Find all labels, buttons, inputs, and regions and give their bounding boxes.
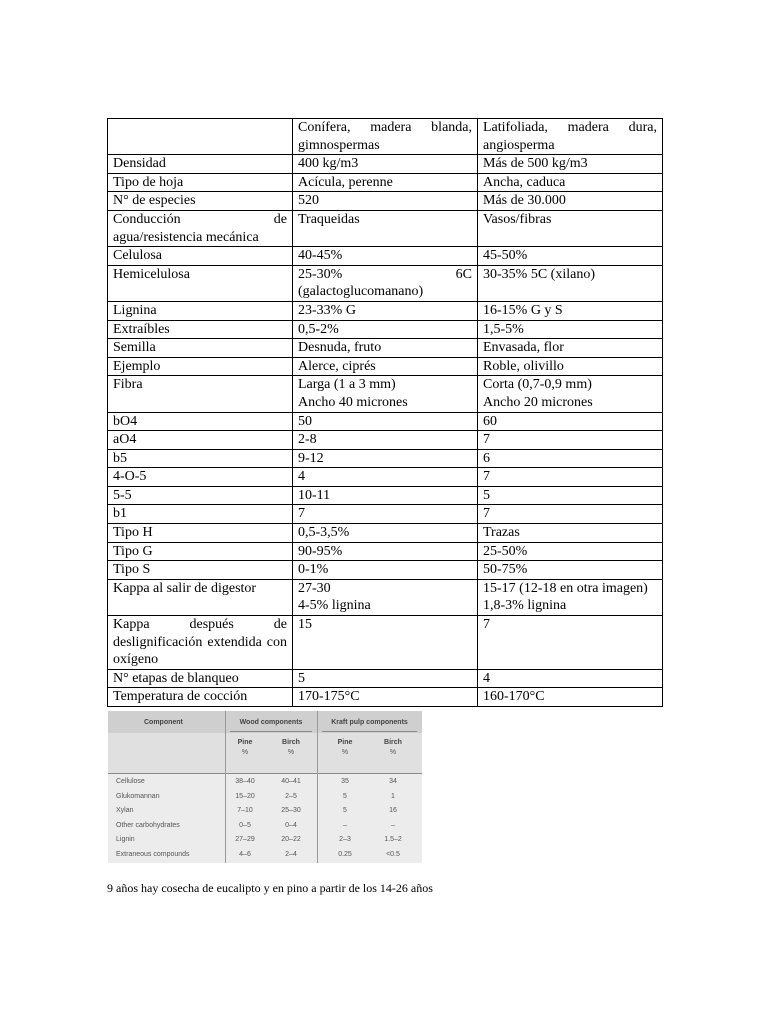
cell-text: N° etapas de blanqueo: [113, 670, 239, 686]
figure-wood-birch: 2–5: [285, 792, 297, 800]
table-row: [108, 524, 663, 543]
table-row: [108, 265, 663, 301]
row-label-cell: [108, 524, 293, 543]
cell-text-line2: 1,8-3% lignina: [483, 598, 567, 614]
cell-text: 0,5-2%: [298, 321, 339, 337]
cell-text: Latifoliada, madera dura, angiosperma: [483, 120, 657, 153]
cell-text: Envasada, flor: [483, 340, 564, 356]
figure-wood-pine: 7–10: [237, 807, 253, 815]
cell-text: Kappa después de deslignificación extendida con oxígeno: [113, 617, 287, 668]
cell-text: 60: [483, 413, 497, 429]
row-label-cell: [108, 449, 293, 468]
latifoliada-cell: [478, 265, 663, 301]
cell-text: aO4: [113, 432, 137, 448]
figure-wood-birch: 2–4: [285, 851, 297, 858]
conifera-cell: [293, 412, 478, 431]
figure-kraft-birch: –: [391, 821, 395, 829]
row-label-cell: [108, 119, 293, 155]
table-row: [108, 320, 663, 339]
table-row: [108, 688, 663, 707]
cell-text: Conducción de agua/resistencia mecánica: [113, 211, 287, 245]
latifoliada-cell: [478, 542, 663, 561]
figure-subheader-band: [108, 733, 422, 774]
cell-text: Acícula, perenne: [298, 174, 393, 190]
figure-unit: %: [389, 749, 397, 756]
table-row: [108, 173, 663, 192]
latifoliada-cell: [478, 524, 663, 543]
table-row: [108, 579, 663, 615]
row-label-cell: [108, 486, 293, 505]
latifoliada-cell: [478, 486, 663, 505]
conifera-cell: [293, 155, 478, 174]
table-row: [108, 468, 663, 487]
row-label-cell: [108, 155, 293, 174]
figure-wood-birch: 20–22: [281, 836, 301, 844]
cell-text: bO4: [113, 413, 138, 429]
figure-divider: [225, 711, 226, 863]
figure-kraft-pine: 5: [343, 792, 347, 800]
cell-text: 25-50%: [483, 543, 528, 559]
figure-kraft-birch: 1: [391, 792, 395, 800]
cell-text: 5-5: [113, 487, 132, 503]
table-row: [108, 247, 663, 266]
cell-text: Más de 500 kg/m3: [483, 156, 588, 172]
figure-span-rule: [322, 731, 417, 732]
row-label-cell: [108, 247, 293, 266]
latifoliada-cell: [478, 173, 663, 192]
row-label-cell: [108, 431, 293, 450]
figure-col-kraft: Kraft pulp components: [331, 719, 408, 726]
cell-text: Desnuda, fruto: [298, 340, 382, 356]
cell-text: Larga (1 a 3 mm): [298, 377, 396, 393]
cell-text: 0,5-3,5%: [298, 525, 350, 541]
cell-text: Temperatura de cocción: [113, 689, 248, 705]
table-row: [108, 412, 663, 431]
figure-component-name: Extraneous compounds: [116, 851, 190, 858]
figure-wood-pine: 38–40: [235, 778, 255, 785]
latifoliada-cell: [478, 357, 663, 376]
figure-col-component: Component: [144, 719, 183, 726]
latifoliada-cell: [478, 376, 663, 412]
cell-text: 170-175°C: [298, 689, 360, 705]
footnote: 9 años hay cosecha de eucalipto y en pino a partir de los 14-26 años: [107, 881, 433, 895]
figure-col-wood: Wood components: [239, 719, 303, 726]
conifera-cell: [293, 468, 478, 487]
conifera-cell: [293, 542, 478, 561]
figure-kraft-pine: 5: [343, 807, 347, 815]
cell-text: Kappa al salir de digestor: [113, 580, 257, 596]
figure-unit: %: [241, 749, 249, 756]
conifera-cell: [293, 320, 478, 339]
latifoliada-cell: [478, 449, 663, 468]
figure-kraft-pine: –: [343, 821, 347, 829]
figure-sub-birch: Birch: [384, 739, 402, 746]
row-label-cell: [108, 265, 293, 301]
cell-text: 400 kg/m3: [298, 156, 359, 172]
table-row: [108, 486, 663, 505]
latifoliada-cell: [478, 669, 663, 688]
latifoliada-cell: [478, 339, 663, 358]
figure-component-name: Other carbohydrates: [116, 821, 180, 829]
conifera-cell: [293, 561, 478, 580]
conifera-cell: [293, 669, 478, 688]
cell-text: Ejemplo: [113, 358, 161, 374]
conifera-cell: [293, 616, 478, 670]
cell-text: 50-75%: [483, 562, 528, 578]
cell-text: 160-170°C: [483, 689, 545, 705]
cell-text-line2: Ancho 20 micrones: [483, 394, 593, 410]
conifera-cell: [293, 579, 478, 615]
table-row: [108, 119, 663, 155]
latifoliada-cell: [478, 468, 663, 487]
table-row: [108, 616, 663, 670]
row-label-cell: [108, 616, 293, 670]
conifera-cell: [293, 486, 478, 505]
row-label-cell: [108, 669, 293, 688]
row-label-cell: [108, 357, 293, 376]
figure-wood-birch: 25–30: [281, 807, 301, 815]
latifoliada-cell: [478, 431, 663, 450]
figure-wood-pine: 4–6: [239, 851, 251, 858]
table-row: [108, 431, 663, 450]
cell-text: 7: [298, 506, 305, 522]
wood-comparison-table: [107, 118, 663, 707]
table-row: [108, 210, 663, 246]
cell-text: b5: [113, 450, 127, 466]
cell-text: Tipo de hoja: [113, 174, 184, 190]
cell-text: b1: [113, 506, 127, 522]
figure-kraft-pine: 2–3: [339, 836, 351, 844]
cell-text: 7: [483, 617, 490, 633]
conifera-cell: [293, 449, 478, 468]
cell-text: 10-11: [298, 487, 331, 503]
table-row: [108, 449, 663, 468]
cell-text: Conífera, madera blanda, gimnospermas: [298, 120, 472, 153]
cell-text: 1,5-5%: [483, 321, 524, 337]
conifera-cell: [293, 688, 478, 707]
figure-span-rule: [230, 731, 312, 732]
conifera-cell: [293, 119, 478, 155]
table-row: [108, 357, 663, 376]
cell-text: Tipo G: [113, 543, 153, 559]
cell-text: 5: [298, 670, 305, 686]
figure-kraft-birch: 1.5–2: [384, 836, 402, 844]
latifoliada-cell: [478, 688, 663, 707]
cell-text: Lignina: [113, 302, 157, 318]
row-label-cell: [108, 561, 293, 580]
cell-text: 25-30% 6C (galactoglucomanano): [298, 266, 472, 300]
conifera-cell: [293, 376, 478, 412]
cell-text: 15: [298, 617, 312, 633]
row-label-cell: [108, 579, 293, 615]
figure-wood-pine: 0–5: [239, 821, 251, 829]
cell-text: 4: [483, 670, 490, 686]
table-row: [108, 669, 663, 688]
latifoliada-cell: [478, 616, 663, 670]
row-label-cell: [108, 210, 293, 246]
cell-text: 2-8: [298, 432, 317, 448]
cell-text: 5: [483, 487, 490, 503]
table-body: [108, 119, 663, 707]
row-label-cell: [108, 505, 293, 524]
figure-kraft-pine: 0.25: [338, 851, 352, 858]
conifera-cell: [293, 339, 478, 358]
cell-text: Hemicelulosa: [113, 266, 190, 282]
cell-text: 4-O-5: [113, 469, 147, 485]
figure-unit: %: [341, 749, 349, 756]
row-label-cell: [108, 339, 293, 358]
cell-text: Traqueidas: [298, 211, 360, 227]
row-label-cell: [108, 301, 293, 320]
cell-text-line2: 4-5% lignina: [298, 598, 371, 614]
latifoliada-cell: [478, 412, 663, 431]
table-row: [108, 376, 663, 412]
cell-text: Tipo S: [113, 562, 151, 578]
conifera-cell: [293, 192, 478, 211]
cell-text: 4: [298, 469, 305, 485]
conifera-cell: [293, 431, 478, 450]
figure-sub-pine: Pine: [337, 739, 353, 746]
cell-text: Más de 30.000: [483, 193, 566, 209]
cell-text: 15-17 (12-18 en otra imagen): [483, 580, 648, 596]
conifera-cell: [293, 210, 478, 246]
latifoliada-cell: [478, 579, 663, 615]
cell-text: 40-45%: [298, 248, 343, 264]
cell-text: Celulosa: [113, 248, 162, 264]
cell-text: 9-12: [298, 450, 324, 466]
row-label-cell: [108, 320, 293, 339]
cell-text: N° de especies: [113, 193, 196, 209]
table-row: [108, 301, 663, 320]
conifera-cell: [293, 265, 478, 301]
cell-text: 30-35% 5C (xilano): [483, 266, 595, 282]
conifera-cell: [293, 524, 478, 543]
cell-text: Roble, olivillo: [483, 358, 564, 374]
row-label-cell: [108, 376, 293, 412]
cell-text-line2: Ancho 40 micrones: [298, 394, 408, 410]
row-label-cell: [108, 412, 293, 431]
pulp-composition-figure: [108, 711, 422, 863]
conifera-cell: [293, 357, 478, 376]
cell-text: Alerce, ciprés: [298, 358, 376, 374]
cell-text: 27-30: [298, 580, 331, 596]
cell-text: Trazas: [483, 525, 520, 541]
cell-text: Vasos/fibras: [483, 211, 552, 227]
latifoliada-cell: [478, 505, 663, 524]
row-label-cell: [108, 688, 293, 707]
table-row: [108, 542, 663, 561]
cell-text: 7: [483, 432, 490, 448]
figure-component-name: Glukomannan: [116, 792, 160, 800]
cell-text: Fibra: [113, 377, 143, 393]
row-label-cell: [108, 468, 293, 487]
figure-wood-pine: 15–20: [235, 792, 255, 800]
row-label-cell: [108, 192, 293, 211]
figure-divider: [317, 711, 318, 863]
figure-component-name: Lignin: [116, 836, 135, 844]
figure-unit: %: [287, 749, 295, 756]
latifoliada-cell: [478, 119, 663, 155]
conifera-cell: [293, 505, 478, 524]
figure-sub-birch: Birch: [282, 739, 300, 746]
table-row: [108, 155, 663, 174]
row-label-cell: [108, 542, 293, 561]
figure-wood-pine: 27–29: [235, 836, 255, 844]
cell-text: 16-15% G y S: [483, 302, 563, 318]
cell-text: 0-1%: [298, 562, 329, 578]
latifoliada-cell: [478, 561, 663, 580]
figure-kraft-birch: 34: [389, 778, 397, 785]
cell-text: Semilla: [113, 340, 156, 356]
cell-text: 7: [483, 506, 490, 522]
latifoliada-cell: [478, 155, 663, 174]
cell-text: 90-95%: [298, 543, 343, 559]
figure-kraft-birch: 16: [389, 807, 397, 815]
table-row: [108, 505, 663, 524]
figure-wood-birch: 0–4: [285, 821, 297, 829]
figure-component-name: Xylan: [116, 807, 134, 815]
table-row: [108, 339, 663, 358]
cell-text: 6: [483, 450, 490, 466]
cell-text: Densidad: [113, 156, 166, 172]
latifoliada-cell: [478, 192, 663, 211]
cell-text: 50: [298, 413, 312, 429]
cell-text: 7: [483, 469, 490, 485]
table-row: [108, 561, 663, 580]
cell-text: 520: [298, 193, 319, 209]
latifoliada-cell: [478, 247, 663, 266]
row-label-cell: [108, 173, 293, 192]
cell-text: Tipo H: [113, 525, 153, 541]
figure-wood-birch: 40–41: [281, 778, 301, 785]
figure-kraft-birch: <0.5: [386, 851, 400, 858]
table-row: [108, 192, 663, 211]
cell-text: 23-33% G: [298, 302, 356, 318]
latifoliada-cell: [478, 320, 663, 339]
cell-text: 45-50%: [483, 248, 528, 264]
latifoliada-cell: [478, 301, 663, 320]
figure-sub-pine: Pine: [237, 739, 253, 746]
cell-text: Extraíbles: [113, 321, 170, 337]
conifera-cell: [293, 247, 478, 266]
cell-text: Corta (0,7-0,9 mm): [483, 377, 592, 393]
cell-text: Ancha, caduca: [483, 174, 566, 190]
conifera-cell: [293, 173, 478, 192]
conifera-cell: [293, 301, 478, 320]
figure-kraft-pine: 35: [341, 778, 349, 785]
latifoliada-cell: [478, 210, 663, 246]
figure-component-name: Cellulose: [116, 778, 145, 785]
